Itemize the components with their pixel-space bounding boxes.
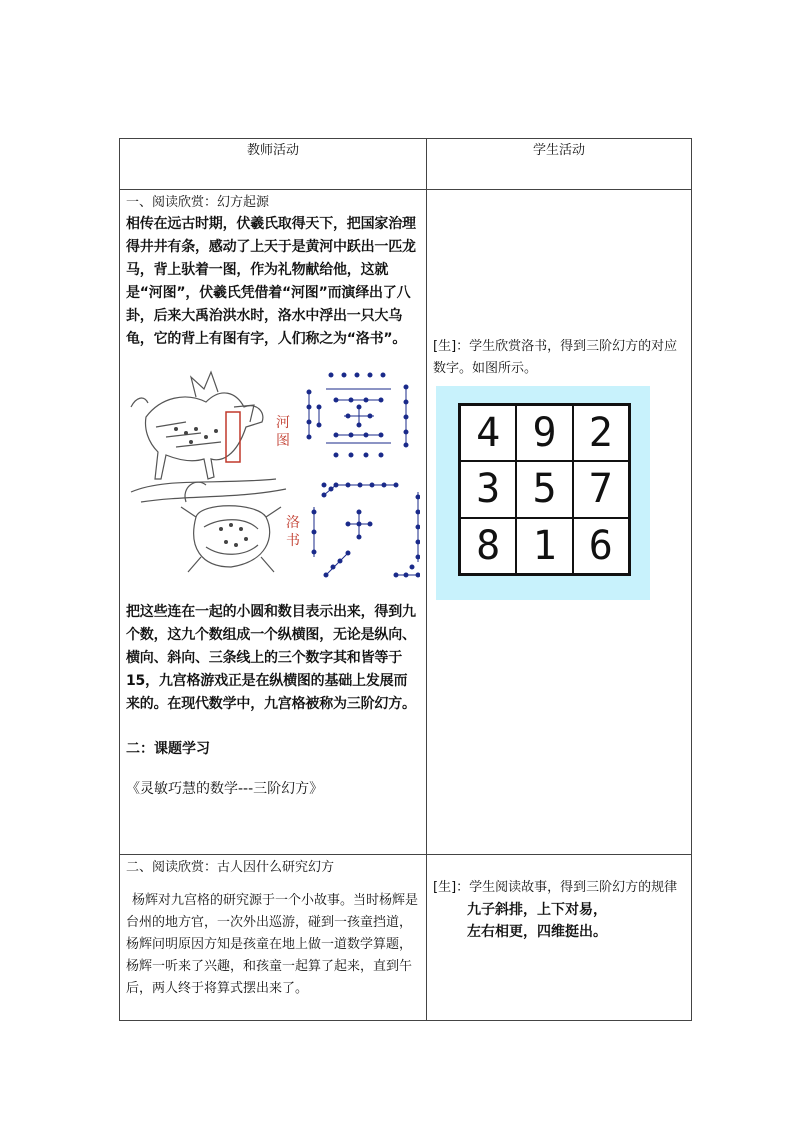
magic-square-cell: 4 <box>460 405 516 461</box>
turtle-dots <box>219 523 248 547</box>
magic-square-cell: 9 <box>516 405 572 461</box>
section-title-origin: 一、阅读欣赏：幻方起源 <box>126 195 270 210</box>
student-note-story: [生]：学生阅读故事，得到三阶幻方的规律 <box>433 880 678 895</box>
teacher-cell-1 <box>120 190 427 855</box>
row-magic-origin <box>120 190 692 855</box>
hetu-luoshu-illustration <box>126 367 420 591</box>
intro-paragraph: 相传在远古时期，伏羲氏取得天下，把国家治理得井井有条，感动了上天于是黄河中跃出一匹龙马，背上驮着一图，作为礼物献给他，这就是“河图”，伏羲氏凭借着“河图”而演绎出了八卦，后来大禹治洪水时，洛水中浮出一只大乌龟，它的背上有图有字，人们称之为“洛书”。 <box>126 216 416 347</box>
turtle-drawing <box>131 479 286 572</box>
student-cell-1 <box>427 190 692 855</box>
magic-square-figure <box>436 386 650 600</box>
student-activity-header: 学生活动 <box>427 139 692 190</box>
row-why-study <box>120 855 692 1021</box>
dragon-horse-drawing <box>131 372 263 479</box>
hetu-label-char2: 图 <box>276 433 290 449</box>
luoshu-label-char1: 洛 <box>286 515 300 531</box>
subsection-title: 二：课题学习 <box>126 741 210 757</box>
magic-square-cell: 1 <box>516 518 572 574</box>
magic-square-cell: 5 <box>516 461 572 517</box>
hetu-dot-pattern <box>307 373 408 457</box>
story-paragraph: 杨辉对九宫格的研究源于一个小故事。当时杨辉是台州的地方官，一次外出巡游，碰到一孩童挡道，杨辉问明原因方知是孩童在地上做一道数学算题，杨辉一听来了兴趣，和孩童一起算了起来，直到午后，两人终于将算式摆出来了。 <box>126 893 419 996</box>
magic-square-cell: 2 <box>573 405 629 461</box>
header-row <box>120 139 692 190</box>
magic-square-grid <box>458 403 631 576</box>
book-title: 《灵敏巧慧的数学---三阶幻方》 <box>126 781 324 797</box>
magic-square-cell: 7 <box>573 461 629 517</box>
teacher-cell-2 <box>120 855 427 1021</box>
magic-square-cell: 8 <box>460 518 516 574</box>
lesson-plan-table <box>119 138 692 1021</box>
student-note-luoshu: [生]：学生欣赏洛书，得到三阶幻方的对应数字。如图所示。 <box>433 339 678 376</box>
section-title-why: 二、阅读欣赏：古人因什么研究幻方 <box>126 860 335 875</box>
poem-line-2: 左右相更，四维挺出。 <box>467 924 607 940</box>
explain-paragraph: 把这些连在一起的小圆和数目表示出来，得到九个数，这九个数组成一个纵横图，无论是纵向、横向、斜向、三条线上的三个数字其和皆等于15，九宫格游戏正是在纵横图的基础上发展而来的。在现代数学中，九宫格被称为三阶幻方。 <box>126 604 416 712</box>
teacher-activity-header: 教师活动 <box>120 139 427 190</box>
poem-line-1: 九子斜排，上下对易， <box>467 902 607 918</box>
luoshu-dot-pattern <box>312 483 420 577</box>
student-cell-2 <box>427 855 692 1021</box>
magic-square-cell: 6 <box>573 518 629 574</box>
luoshu-label-char2: 书 <box>286 533 300 549</box>
magic-square-cell: 3 <box>460 461 516 517</box>
hetu-label-char1: 河 <box>276 415 290 431</box>
